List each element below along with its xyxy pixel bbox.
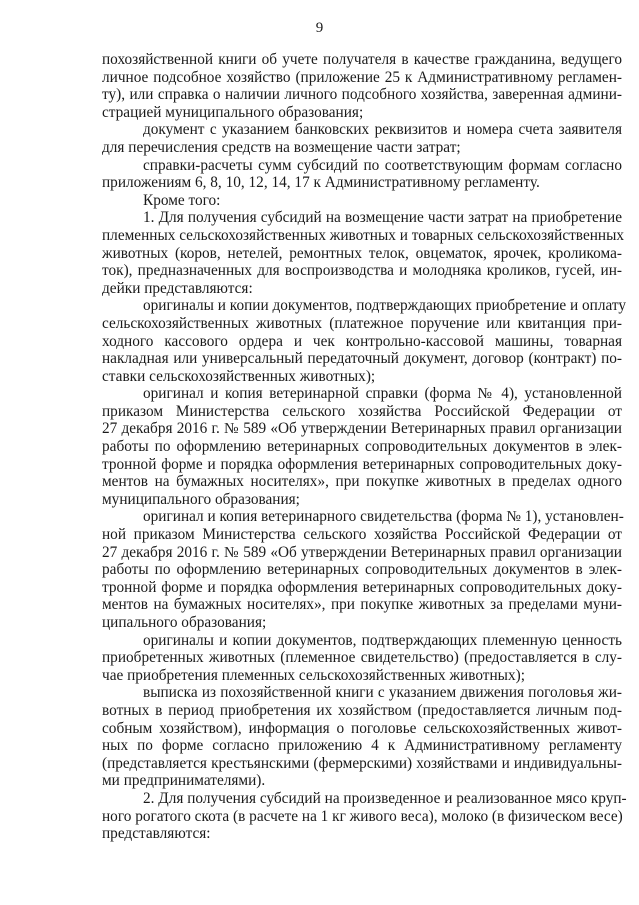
text-line: ципального образования; <box>102 614 267 631</box>
text-line: работы по оформлению ветеринарных сопроводительных документов в элек- <box>102 438 622 456</box>
text-line: ми предпринимателями). <box>102 772 266 790</box>
text-line: ментов на бумажных носителях», при покупке животных за пределами муни- <box>102 596 622 614</box>
text-line: 1. Для получения субсидий на возмещение части затрат на приобретение <box>143 209 622 227</box>
text-line: ток), предназначенных для воспроизводства и молодняка кроликов, гусей, ин- <box>102 262 622 280</box>
text-line: приложениям 6, 8, 10, 12, 14, 17 к Административному регламенту. <box>102 174 540 192</box>
text-line: ного рогатого скота (в расчете на 1 кг живого веса), молоко (в физическом весе) <box>102 807 623 825</box>
text-line: 27 декабря 2016 г. № 589 «Об утверждении Ветеринарных правил организации <box>102 420 622 438</box>
document-body <box>102 51 627 843</box>
text-line: страцией муниципального образования; <box>102 103 364 121</box>
text-line: муниципального образования; <box>102 490 300 508</box>
text-line: похозяйственной книги об учете получателя в качестве гражданина, ведущего <box>102 51 622 68</box>
text-line: животных (коров, нетелей, ремонтных телок, овцематок, ярочек, кроликома- <box>102 244 622 262</box>
text-line: дейки представляются: <box>102 279 253 297</box>
text-line: ной приказом Министерства сельского хозяйства Российской Федерации от <box>102 526 622 544</box>
text-line: выписка из похозяйственной книги с указанием движения поголовья жи- <box>143 684 622 702</box>
text-line: тронной форме и порядка оформления ветеринарных сопроводительных доку- <box>102 455 622 473</box>
text-line: Кроме того: <box>143 191 221 209</box>
text-line: приказом Министерства сельского хозяйства Российской Федерации от <box>102 402 622 420</box>
text-line: 2. Для получения субсидий на произведенное и реализованное мясо круп- <box>143 789 627 807</box>
page-number: 9 <box>315 20 324 36</box>
text-line: ментов на бумажных носителях», при покупке животных в пределах одного <box>102 473 622 491</box>
text-line: тронной форме и порядка оформления ветеринарных сопроводительных доку- <box>102 578 622 596</box>
text-line: работы по оформлению ветеринарных сопроводительных документов в элек- <box>102 561 622 579</box>
text-line: личное подсобное хозяйство (приложение 25 к Административному регламен- <box>102 68 622 86</box>
text-line: ных по форме согласно приложению 4 к Административному регламенту <box>102 737 622 755</box>
text-line: документ с указанием банковских реквизитов и номера счета заявителя <box>143 121 622 139</box>
text-line: (представляется крестьянскими (фермерскими) хозяйствами и индивидуальны- <box>102 754 622 772</box>
text-line: вотных в период приобретения их хозяйством (предоставляется личным под- <box>102 701 622 719</box>
text-line: ту), или справка о наличии личного подсобного хозяйства, заверенная админи- <box>102 86 622 104</box>
text-line: для перечисления средств на возмещение части затрат; <box>102 138 461 156</box>
text-line: оригиналы и копии документов, подтверждающих племенную ценность <box>143 631 622 649</box>
text-line: племенных сельскохозяйственных животных и товарных сельскохозяйственных <box>102 226 625 244</box>
text-line: накладная или универсальный передаточный документ, договор (контракт) по- <box>102 350 622 368</box>
text-line: справки-расчеты сумм субсидий по соответствующим формам согласно <box>143 156 622 174</box>
text-line: ходного кассового ордера и чек контрольно-кассовой машины, товарная <box>102 332 622 350</box>
text-line: ставки сельскохозяйственных животных); <box>102 367 376 385</box>
text-line: оригинал и копия ветеринарного свидетельства (форма № 1), установлен- <box>143 508 624 526</box>
text-line: оригинал и копия ветеринарной справки (форма № 4), установленной <box>143 385 622 403</box>
text-line: чае приобретения племенных сельскохозяйственных животных); <box>102 666 525 684</box>
text-line: оригиналы и копии документов, подтверждающих приобретение и оплату <box>143 297 627 315</box>
text-line: собным хозяйством), информация о поголовье сельскохозяйственных живот- <box>102 719 622 737</box>
text-line: приобретенных животных (племенное свидетельство) (предоставляется в слу- <box>102 649 622 667</box>
text-line: сельскохозяйственных животных (платежное поручение или квитанция при- <box>102 314 622 332</box>
text-line: представляются: <box>102 825 211 843</box>
text-line: 27 декабря 2016 г. № 589 «Об утверждении Ветеринарных правил организации <box>102 543 622 561</box>
